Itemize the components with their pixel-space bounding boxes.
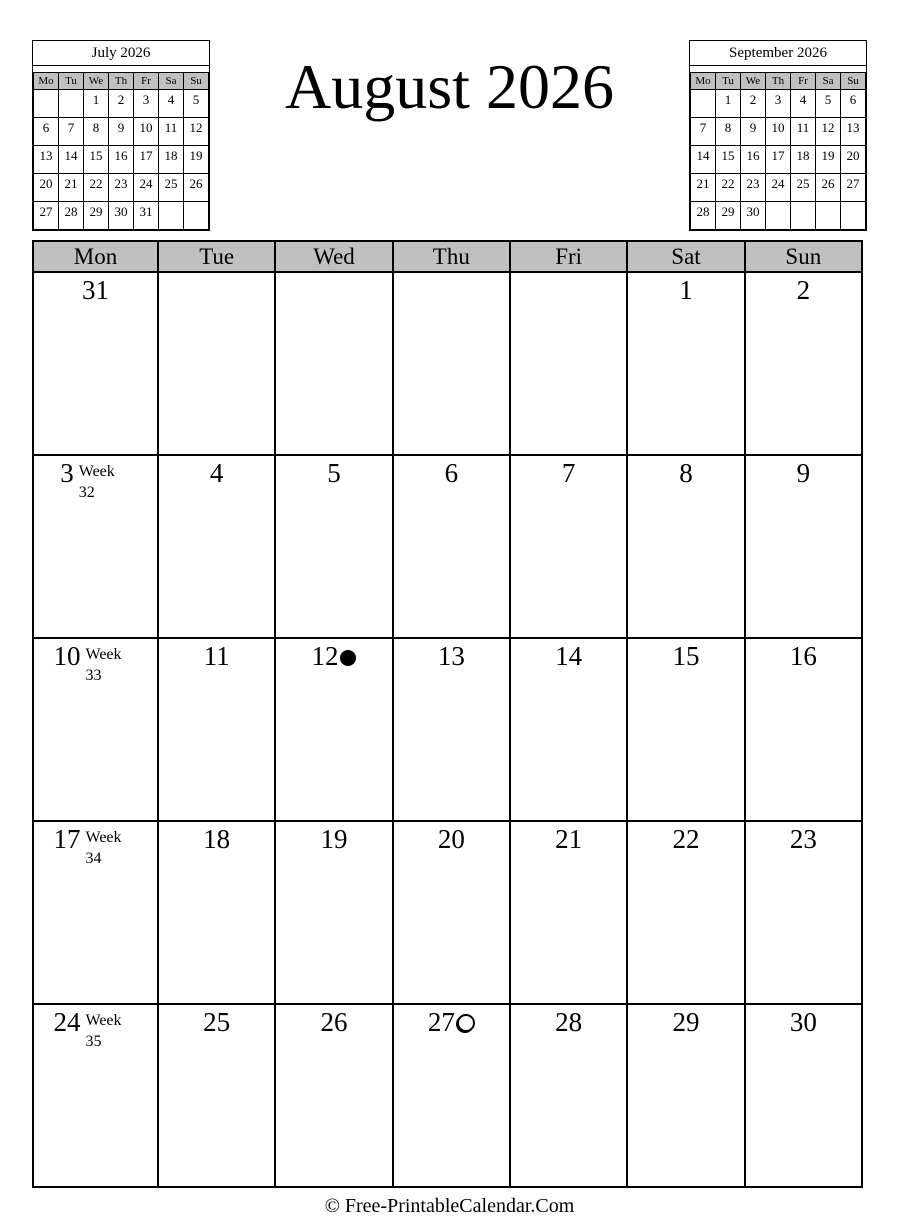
mini-week-row [34, 202, 209, 230]
day-number: 14 [555, 641, 583, 671]
mini-day-cell: 23 [741, 174, 766, 202]
mini-day-header-row [34, 73, 209, 90]
day-number: 11 [203, 641, 230, 671]
day-cell [33, 272, 158, 455]
day-number: 20 [437, 824, 465, 854]
mini-empty-cell [841, 202, 866, 230]
mini-day-cell: 27 [841, 174, 866, 202]
week-number-label: Week 35 [85, 1012, 122, 1050]
mini-day-header: Fr [791, 73, 816, 90]
mini-day-cell: 9 [741, 118, 766, 146]
day-cell [627, 638, 744, 821]
mini-week-row [34, 174, 209, 202]
mini-day-cell: 10 [134, 118, 159, 146]
mini-day-cell: 5 [184, 90, 209, 118]
mini-day-cell: 2 [109, 90, 134, 118]
footer-copyright: © Free-PrintableCalendar.Com [324, 1195, 575, 1217]
mini-day-cell: 4 [159, 90, 184, 118]
mini-day-cell: 1 [716, 90, 741, 118]
week-row [33, 638, 862, 821]
mini-day-cell: 30 [741, 202, 766, 230]
mini-day-cell: 16 [109, 146, 134, 174]
mini-day-header: We [741, 73, 766, 90]
mini-week-row [34, 118, 209, 146]
mini-calendar-grid [690, 72, 866, 230]
mini-day-cell: 27 [34, 202, 59, 230]
mini-day-cell: 19 [816, 146, 841, 174]
day-cell [745, 272, 862, 455]
new-moon-icon [340, 650, 356, 666]
mini-day-cell: 4 [791, 90, 816, 118]
day-number: 2 [796, 275, 811, 305]
mini-day-cell: 17 [766, 146, 791, 174]
mini-week-row [34, 146, 209, 174]
mini-day-header: Sa [816, 73, 841, 90]
mini-day-cell: 29 [716, 202, 741, 230]
mini-day-cell: 22 [84, 174, 109, 202]
day-header-sat: Sat [627, 241, 744, 272]
mini-day-cell: 12 [184, 118, 209, 146]
day-number: 31 [82, 275, 109, 305]
day-number: 3 [60, 458, 74, 488]
mini-empty-cell [766, 202, 791, 230]
day-cell [627, 1004, 744, 1187]
mini-day-header-row [691, 73, 866, 90]
day-number: 4 [209, 458, 224, 488]
day-cell [627, 272, 744, 455]
page-title: August 2026 [285, 51, 614, 122]
mini-week-row [691, 174, 866, 202]
empty-day-cell [275, 272, 392, 455]
day-number: 30 [789, 1007, 817, 1037]
day-number: 15 [672, 641, 700, 671]
day-number: 26 [320, 1007, 348, 1037]
day-cell [33, 455, 158, 638]
mini-empty-cell [184, 202, 209, 230]
day-cell [510, 821, 627, 1004]
day-number: 1 [679, 275, 693, 305]
mini-calendar-title: September 2026 [690, 41, 866, 66]
day-number: 19 [320, 824, 348, 854]
day-cell [393, 821, 510, 1004]
day-cell [745, 1004, 862, 1187]
mini-day-cell: 26 [184, 174, 209, 202]
week-row [33, 272, 862, 455]
day-cell [510, 455, 627, 638]
mini-day-cell: 31 [134, 202, 159, 230]
mini-day-cell: 17 [134, 146, 159, 174]
mini-week-row [691, 146, 866, 174]
day-cell [393, 638, 510, 821]
mini-day-cell: 20 [841, 146, 866, 174]
mini-empty-cell [816, 202, 841, 230]
day-number: 8 [679, 458, 693, 488]
day-number: 7 [561, 458, 576, 488]
day-cell [275, 821, 392, 1004]
main-calendar [32, 240, 863, 1188]
mini-day-header: Th [766, 73, 791, 90]
mini-calendar-july [32, 40, 210, 231]
day-number: 23 [789, 824, 817, 854]
mini-day-cell: 2 [741, 90, 766, 118]
day-number: 28 [555, 1007, 583, 1037]
mini-day-cell: 11 [159, 118, 184, 146]
mini-day-header: Th [109, 73, 134, 90]
week-row [33, 821, 862, 1004]
mini-day-cell: 25 [159, 174, 184, 202]
mini-day-header: Sa [159, 73, 184, 90]
week-number-label: Week 34 [85, 829, 122, 867]
day-header-thu: Thu [393, 241, 510, 272]
day-cell [275, 1004, 392, 1187]
mini-day-cell: 7 [59, 118, 84, 146]
mini-day-cell: 3 [766, 90, 791, 118]
day-number: 10 [53, 641, 81, 671]
mini-day-cell: 12 [816, 118, 841, 146]
day-header-sun: Sun [745, 241, 862, 272]
mini-day-cell: 15 [716, 146, 741, 174]
mini-day-header: Mo [691, 73, 716, 90]
mini-day-cell: 10 [766, 118, 791, 146]
mini-day-cell: 21 [59, 174, 84, 202]
week-row [33, 1004, 862, 1187]
mini-day-cell: 30 [109, 202, 134, 230]
mini-day-header: We [84, 73, 109, 90]
top-row [32, 40, 867, 231]
mini-day-cell: 14 [691, 146, 716, 174]
mini-day-cell: 19 [184, 146, 209, 174]
day-cell [33, 638, 158, 821]
mini-week-row [691, 202, 866, 230]
mini-day-cell: 23 [109, 174, 134, 202]
empty-day-cell [393, 272, 510, 455]
mini-day-cell: 13 [34, 146, 59, 174]
day-cell [33, 821, 158, 1004]
day-number: 25 [203, 1007, 231, 1037]
mini-day-header: Su [841, 73, 866, 90]
day-cell [393, 1004, 510, 1187]
day-cell [158, 1004, 275, 1187]
day-cell [158, 638, 275, 821]
mini-day-cell: 6 [841, 90, 866, 118]
mini-day-cell: 7 [691, 118, 716, 146]
day-cell [745, 821, 862, 1004]
mini-empty-cell [691, 90, 716, 118]
mini-day-cell: 11 [791, 118, 816, 146]
mini-day-cell: 22 [716, 174, 741, 202]
mini-calendar-grid [33, 72, 209, 230]
day-number: 17 [53, 824, 81, 854]
mini-week-row [34, 90, 209, 118]
week-row [33, 455, 862, 638]
day-cell [275, 455, 392, 638]
day-number: 13 [437, 641, 465, 671]
empty-day-cell [510, 272, 627, 455]
day-number: 16 [789, 641, 817, 671]
mini-day-cell: 13 [841, 118, 866, 146]
day-number: 24 [53, 1007, 81, 1037]
day-cell [745, 455, 862, 638]
day-number: 6 [444, 458, 459, 488]
mini-calendar-september [689, 40, 867, 231]
mini-day-cell: 21 [691, 174, 716, 202]
day-cell [33, 1004, 158, 1187]
mini-day-cell: 18 [159, 146, 184, 174]
week-number-label: Week 33 [85, 646, 122, 684]
day-cell [158, 821, 275, 1004]
mini-day-cell: 1 [84, 90, 109, 118]
mini-day-cell: 24 [134, 174, 159, 202]
mini-day-cell: 18 [791, 146, 816, 174]
mini-day-cell: 25 [791, 174, 816, 202]
day-cell [510, 1004, 627, 1187]
mini-empty-cell [791, 202, 816, 230]
mini-day-cell: 5 [816, 90, 841, 118]
mini-day-header: Fr [134, 73, 159, 90]
mini-day-cell: 14 [59, 146, 84, 174]
day-number: 21 [555, 824, 583, 854]
mini-day-cell: 16 [741, 146, 766, 174]
day-number: 29 [672, 1007, 700, 1037]
mini-day-cell: 26 [816, 174, 841, 202]
day-number: 18 [203, 824, 231, 854]
day-number: 22 [672, 824, 700, 854]
mini-day-cell: 20 [34, 174, 59, 202]
mini-day-header: Tu [59, 73, 84, 90]
day-cell [745, 638, 862, 821]
mini-day-cell: 29 [84, 202, 109, 230]
mini-day-cell: 6 [34, 118, 59, 146]
day-cell [627, 455, 744, 638]
day-header-fri: Fri [510, 241, 627, 272]
day-header-mon: Mon [33, 241, 158, 272]
mini-empty-cell [59, 90, 84, 118]
day-cell [275, 638, 392, 821]
day-cell [393, 455, 510, 638]
mini-day-cell: 15 [84, 146, 109, 174]
day-header-wed: Wed [275, 241, 392, 272]
mini-day-header: Mo [34, 73, 59, 90]
full-moon-icon [457, 1014, 475, 1032]
mini-empty-cell [159, 202, 184, 230]
day-cell [510, 638, 627, 821]
mini-day-header: Su [184, 73, 209, 90]
mini-day-cell: 9 [109, 118, 134, 146]
day-number: 9 [796, 458, 811, 488]
day-cell [627, 821, 744, 1004]
day-number: 27 [427, 1007, 455, 1037]
mini-week-row [691, 90, 866, 118]
mini-day-cell: 8 [716, 118, 741, 146]
mini-day-cell: 8 [84, 118, 109, 146]
mini-empty-cell [34, 90, 59, 118]
day-header-tue: Tue [158, 241, 275, 272]
mini-day-header: Tu [716, 73, 741, 90]
mini-week-row [691, 118, 866, 146]
mini-day-cell: 28 [691, 202, 716, 230]
mini-day-cell: 24 [766, 174, 791, 202]
day-cell [158, 455, 275, 638]
week-number-label: Week 32 [78, 463, 115, 501]
mini-calendar-title: July 2026 [33, 41, 209, 66]
mini-day-cell: 3 [134, 90, 159, 118]
day-number: 5 [327, 458, 341, 488]
mini-day-cell: 28 [59, 202, 84, 230]
day-header-row [33, 241, 862, 272]
day-number: 12 [311, 641, 339, 671]
empty-day-cell [158, 272, 275, 455]
